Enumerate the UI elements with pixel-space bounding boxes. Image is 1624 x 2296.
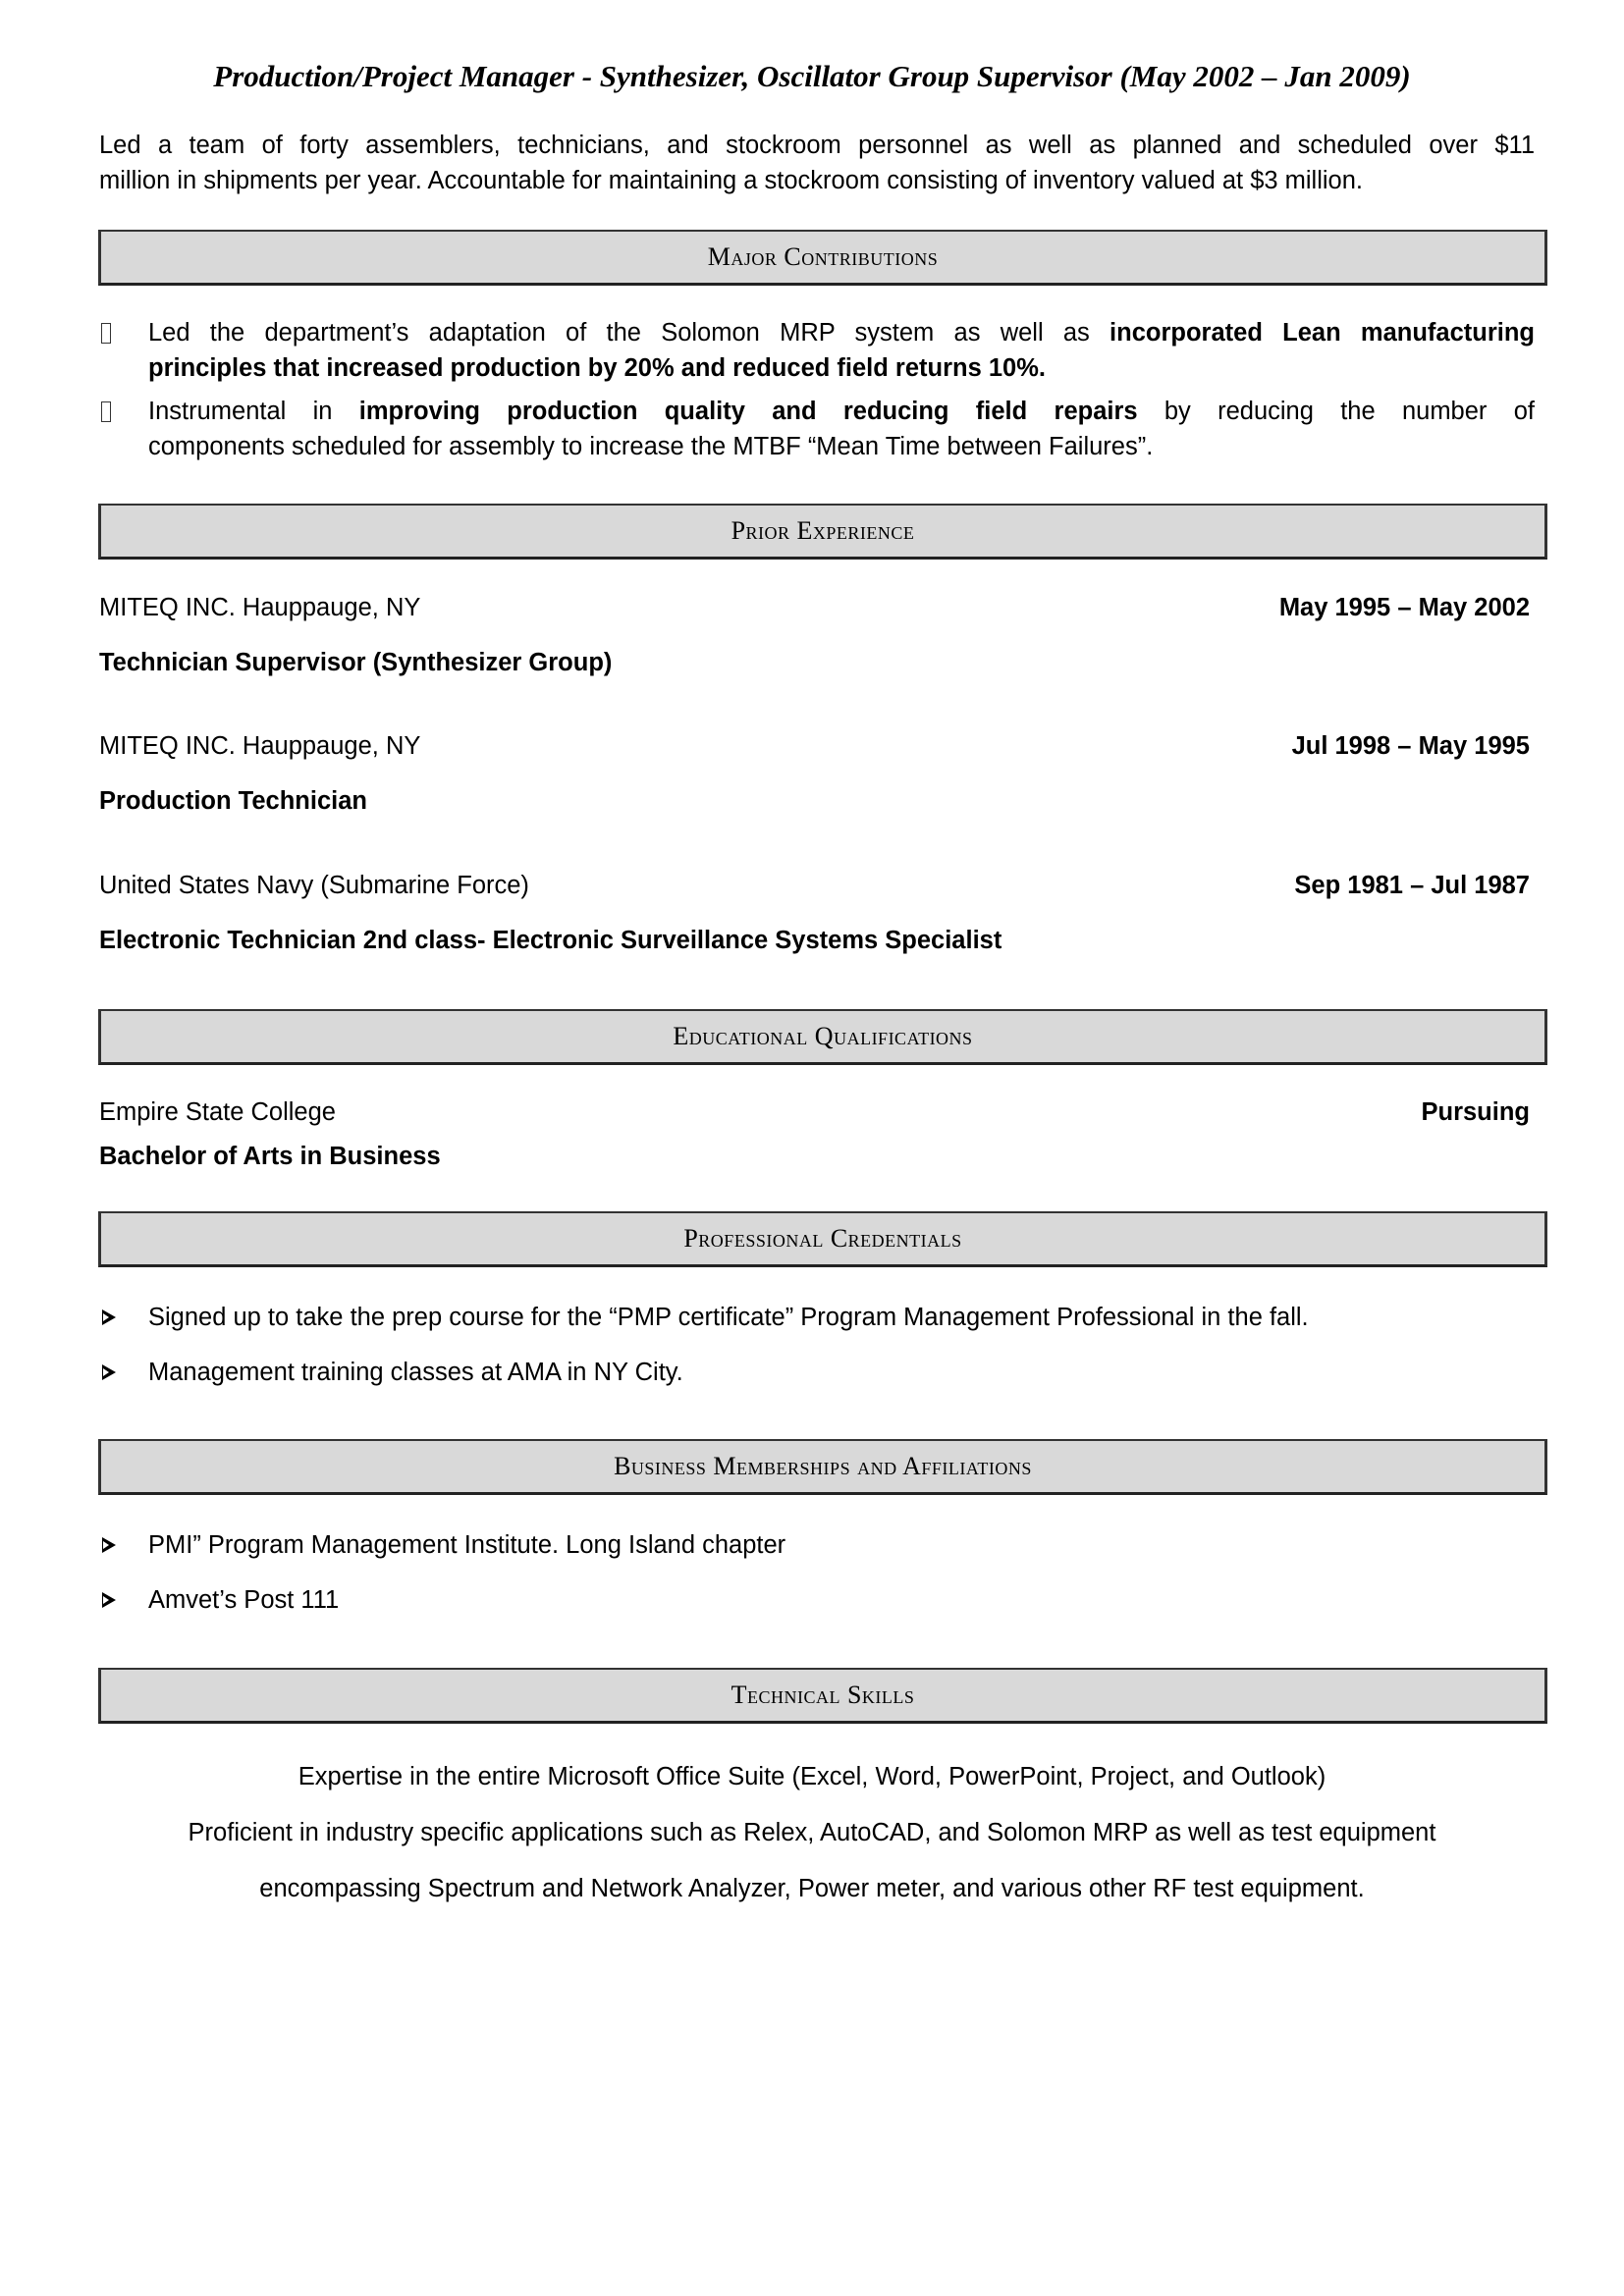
membership-item <box>99 1527 1535 1563</box>
membership-item <box>99 1582 1535 1618</box>
job-dates: May 1995 – May 2002 <box>1278 594 1530 621</box>
membership-text: PMI” Program Management Institute. Long Island chapter <box>148 1531 786 1559</box>
skill-line: encompassing Spectrum and Network Analyzer, Power meter, and various other RF test equipment. <box>259 1875 1365 1902</box>
section-header-major-contributions <box>98 230 1547 286</box>
plain-text: Instrumental in <box>148 398 359 425</box>
section-header-technical-skills <box>98 1668 1547 1724</box>
missing-glyph-bullet-icon <box>101 401 111 422</box>
employer: United States Navy (Submarine Force) <box>99 872 529 899</box>
contribution-line <box>148 315 1535 350</box>
employer: MITEQ INC. Hauppauge, NY <box>99 594 421 621</box>
skill-line: Expertise in the entire Microsoft Office Suite (Excel, Word, PowerPoint, Project, and Outlook) <box>298 1763 1326 1790</box>
section-title: Major Contributions <box>707 242 939 271</box>
job-dates: Jul 1998 – May 1995 <box>1291 732 1530 760</box>
section-title: Business Memberships and Affiliations <box>614 1452 1032 1480</box>
section-title: Educational Qualifications <box>673 1022 973 1050</box>
employer: MITEQ INC. Hauppauge, NY <box>99 732 421 760</box>
credential-item <box>99 1300 1535 1335</box>
role-title: Electronic Technician 2nd class- Electronic Surveillance Systems Specialist <box>99 927 1002 954</box>
contribution-line: principles that increased production by 20% and reduced field returns 10%. <box>148 354 1046 382</box>
bold-text: improving production quality and reducing field repairs <box>358 398 1138 425</box>
contribution-item <box>99 394 1535 464</box>
missing-glyph-bullet-icon <box>101 323 111 344</box>
membership-text: Amvet’s Post 111 <box>148 1586 340 1614</box>
plain-text: Led the department’s adaptation of the Solomon MRP system as well as <box>148 319 1110 347</box>
section-header-memberships <box>98 1439 1547 1495</box>
plain-text: by reducing the number of <box>1137 398 1535 425</box>
arrowhead-bullet-icon <box>102 1537 116 1553</box>
intro-paragraph <box>99 128 1535 198</box>
section-header-prior-experience <box>98 504 1547 560</box>
arrowhead-bullet-icon <box>102 1309 116 1325</box>
skill-line: Proficient in industry specific applications such as Relex, AutoCAD, and Solomon MRP as well as test equipment <box>188 1819 1436 1846</box>
section-title: Prior Experience <box>731 516 915 545</box>
section-header-credentials <box>98 1211 1547 1267</box>
credential-text: Management training classes at AMA in NY City. <box>148 1359 683 1386</box>
school-name: Empire State College <box>99 1098 336 1126</box>
contribution-line: components scheduled for assembly to increase the MTBF “Mean Time between Failures”. <box>148 433 1154 460</box>
arrowhead-bullet-icon <box>102 1364 116 1380</box>
section-title: Professional Credentials <box>683 1224 962 1253</box>
arrowhead-bullet-icon <box>102 1592 116 1608</box>
credential-item <box>99 1355 1535 1390</box>
role-title: Technician Supervisor (Synthesizer Group) <box>99 649 613 676</box>
bold-text: incorporated Lean manufacturing <box>1110 319 1535 347</box>
job-title-heading: Production/Project Manager - Synthesizer, Oscillator Group Supervisor (May 2002 – Jan 2009) <box>213 59 1411 93</box>
intro-line-2: million in shipments per year. Accountable for maintaining a stockroom consisting of inventory valued at $3 million. <box>99 167 1363 194</box>
contribution-item <box>99 315 1535 386</box>
credential-text: Signed up to take the prep course for the “PMP certificate” Program Management Professional in the fall. <box>148 1304 1309 1331</box>
section-title: Technical Skills <box>731 1681 915 1709</box>
job-dates: Sep 1981 – Jul 1987 <box>1294 872 1530 899</box>
contribution-line <box>148 394 1535 429</box>
intro-line-1: Led a team of forty assemblers, technicians, and stockroom personnel as well as planned and scheduled over $11 <box>99 132 1535 159</box>
degree-title: Bachelor of Arts in Business <box>99 1143 441 1170</box>
section-header-education <box>98 1009 1547 1065</box>
education-status: Pursuing <box>1421 1098 1530 1126</box>
role-title: Production Technician <box>99 787 367 815</box>
